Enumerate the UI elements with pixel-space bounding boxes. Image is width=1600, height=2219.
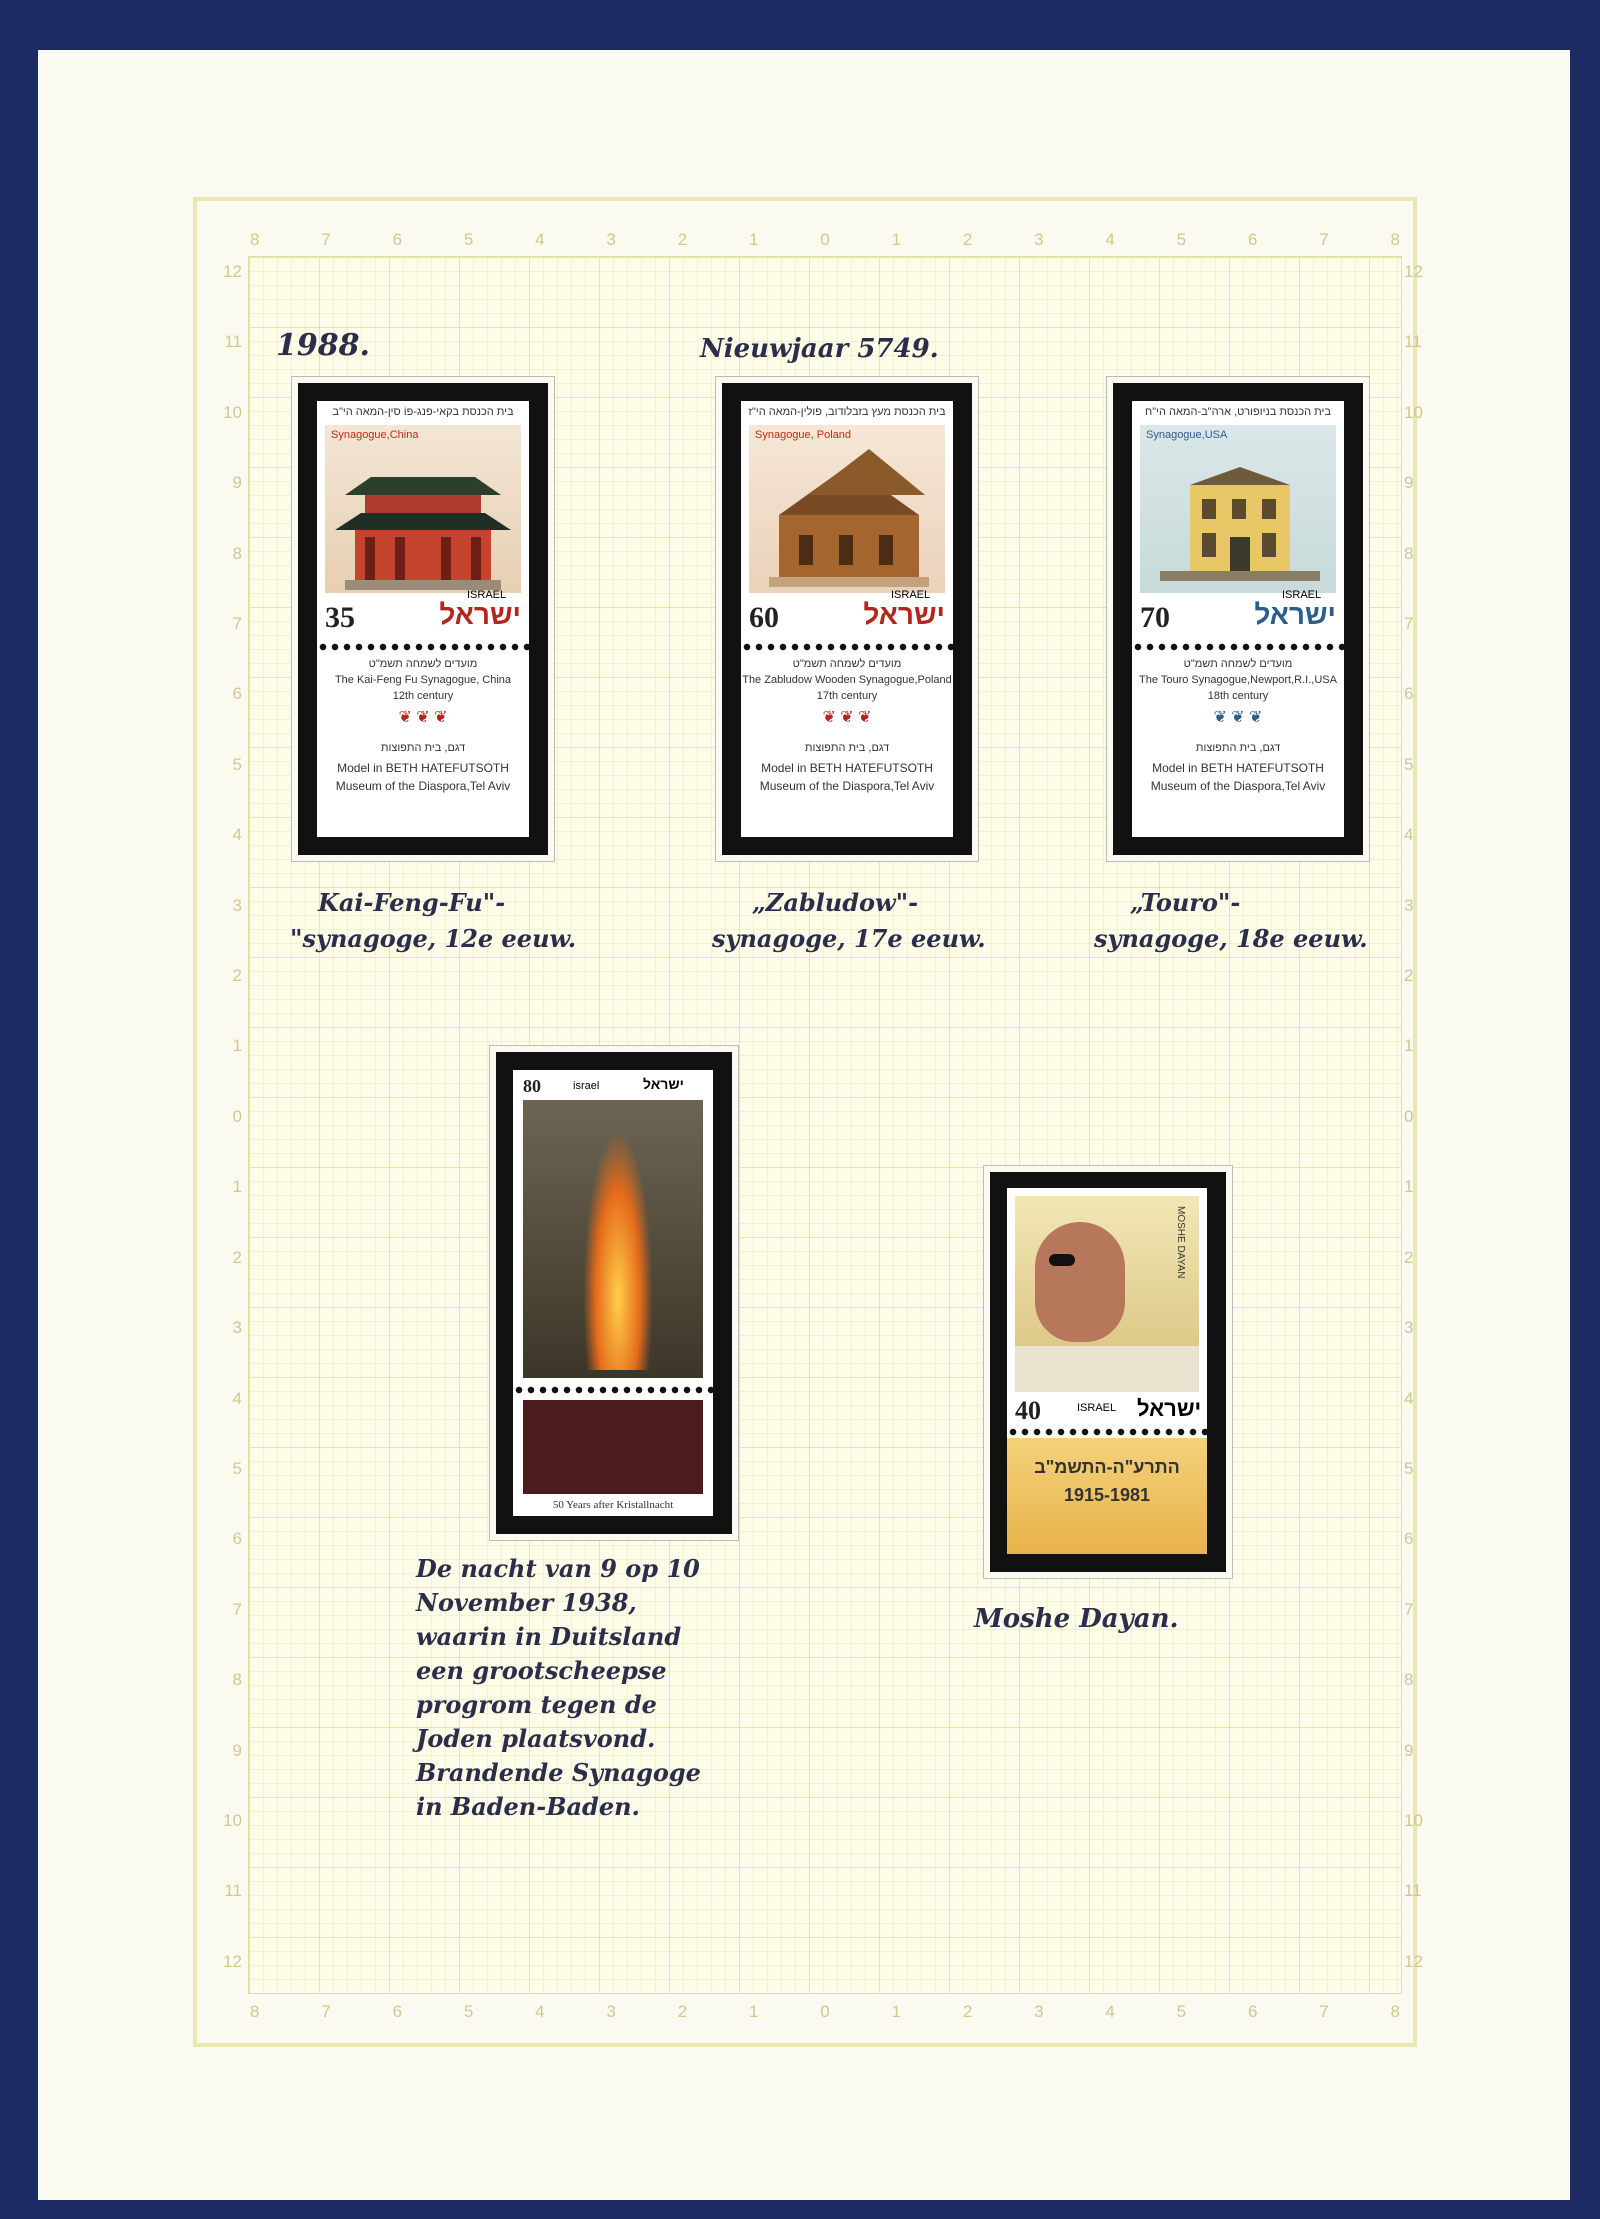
tab-hebrew: מועדים לשמחה תשמ"ט xyxy=(368,658,478,670)
ruler-tick-label: 2 xyxy=(677,230,688,249)
ruler-top xyxy=(250,230,1400,254)
ruler-tick-label: 8 xyxy=(1404,543,1414,563)
stamp-value: 70 xyxy=(1140,601,1170,634)
burning-synagogue-image xyxy=(523,1100,703,1378)
ruler-tick-label: 3 xyxy=(1034,230,1044,249)
ruler-tick-label: 5 xyxy=(463,230,474,249)
ruler-tick-label: 7 xyxy=(1319,2002,1329,2021)
wooden-synagogue-illustration xyxy=(749,425,945,593)
ruler-tick-label: 5 xyxy=(463,2002,474,2021)
stamp-caption: Synagogue,USA xyxy=(1146,429,1228,441)
ruler-tick-label: 6 xyxy=(1247,230,1258,249)
ruler-tick-label: 11 xyxy=(1404,1881,1422,1901)
ruler-tick-label: 11 xyxy=(224,1881,242,1901)
ruler-tick-label: 1 xyxy=(748,2002,759,2021)
ruler-tick-label: 4 xyxy=(232,825,242,845)
ruler-tick-label: 3 xyxy=(232,1318,242,1338)
stamp-china[interactable]: בית הכנסת בקאי-פנג-פוֹ סין-המאה הי"ב Synagogue,China 35 ישראל ISRAEL מועדים לשמחה תשמ"ט The Kai-Feng Fu Synagogue, China 12th century ❦ ❦ ❦ דגם, בית התפוצות Model in BETH HATEFUTSOTH Museum of the Diaspora,Tel Aviv xyxy=(317,401,529,837)
ruler-tick-label: 4 xyxy=(535,2002,545,2021)
ruler-tick-label: 6 xyxy=(1247,2002,1258,2021)
ruler-tick-label: 5 xyxy=(1404,1458,1414,1478)
ruler-tick-label: 5 xyxy=(232,754,242,774)
ruler-tick-label: 10 xyxy=(223,402,242,422)
ruler-tick-label: 7 xyxy=(1319,230,1329,249)
ruler-tick-label: 9 xyxy=(1404,1740,1414,1760)
side-name: MOSHE DAYAN xyxy=(1175,1206,1186,1279)
dayan-portrait xyxy=(1015,1196,1199,1392)
ruler-tick-label: 1 xyxy=(748,230,759,249)
ruler-tick-label: 4 xyxy=(1404,825,1414,845)
ruler-tick-label: 4 xyxy=(535,230,545,249)
stamp-caption: Synagogue, Poland xyxy=(755,429,852,441)
ruler-tick-label: 1 xyxy=(1404,1036,1414,1056)
ruler-tick-label: 5 xyxy=(1176,2002,1187,2021)
stamp-kristallnacht[interactable]: 80 israel ישראל 50 Years after Kristallnacht xyxy=(513,1070,713,1516)
stamp-poland[interactable]: בית הכנסת מעץ בזבלודוב, פולין-המאה הי"ז Synagogue, Poland 60 ישראל ISRAEL מועדים לשמחה תשמ"ט The Zabludow Wooden Synagogue,Poland 17th century ❦ ❦ ❦ דגם, בית התפוצות Model in BETH HATEFUTSOTH Museum of the Diaspora,Tel Aviv xyxy=(741,401,953,837)
stamp-country: ISRAEL xyxy=(891,589,931,601)
stamp-value: 35 xyxy=(325,601,355,634)
ruler-tick-label: 11 xyxy=(224,332,242,352)
ruler-tick-label: 2 xyxy=(677,2002,688,2021)
ruler-tick-label: 0 xyxy=(232,1106,242,1126)
stamp-country: israel xyxy=(573,1080,600,1092)
tab-line3: Model in BETH HATEFUTSOTH xyxy=(337,761,509,775)
tab-line4: Museum of the Diaspora,Tel Aviv xyxy=(759,779,935,793)
ruler-tick-label: 2 xyxy=(232,1247,242,1267)
ruler-tick-label: 1 xyxy=(232,1177,242,1197)
ruler-tick-label: 5 xyxy=(1404,754,1414,774)
ruler-tick-label: 2 xyxy=(1404,1247,1414,1267)
ruler-tick-label: 12 xyxy=(1404,1951,1423,1971)
tab-line2: 17th century xyxy=(816,690,878,702)
ruler-tick-label: 4 xyxy=(1105,2002,1115,2021)
ruler-tick-label: 4 xyxy=(1105,230,1115,249)
page-title: Nieuwjaar 5749. xyxy=(700,334,939,364)
stamp-mount-usa xyxy=(1113,383,1363,855)
tab-hebrew2: דגם, בית התפוצות xyxy=(1195,742,1281,754)
ruler-tick-label: 2 xyxy=(962,2002,973,2021)
ruler-tick-label: 3 xyxy=(606,230,616,249)
ruler-tick-label: 2 xyxy=(232,966,242,986)
tab-line1: The Touro Synagogue,Newport,R.I.,USA xyxy=(1139,674,1337,686)
ruler-tick-label: 7 xyxy=(1404,614,1414,634)
note-poland-2: synagoge, 17e eeuw. xyxy=(712,924,986,953)
stamp-value: 40 xyxy=(1015,1396,1041,1425)
ruler-tick-label: 8 xyxy=(1404,1670,1414,1690)
stamp-mount-poland xyxy=(722,383,972,855)
ruler-tick-label: 5 xyxy=(1176,230,1187,249)
ruler-tick-label: 0 xyxy=(820,2002,830,2021)
ruler-tick-label: 9 xyxy=(232,1740,242,1760)
pagoda-illustration xyxy=(325,425,521,593)
touro-synagogue-illustration xyxy=(1140,425,1336,593)
ruler-tick-label: 6 xyxy=(392,2002,403,2021)
ruler-left xyxy=(212,262,242,1972)
stamp-mount-kristallnacht xyxy=(496,1052,732,1534)
ruler-bottom xyxy=(250,2002,1400,2026)
tab-hebrew: התרע"ה-התשמ"ב xyxy=(1034,1457,1180,1477)
tab-hebrew: מועדים לשמחה תשמ"ט xyxy=(792,658,902,670)
tab-line4: Museum of the Diaspora,Tel Aviv xyxy=(1150,779,1326,793)
ruler-tick-label: 1 xyxy=(891,230,901,249)
ruler-tick-label: 12 xyxy=(223,1951,242,1971)
tab-dark-panel xyxy=(523,1400,703,1494)
ruler-tick-label: 3 xyxy=(1034,2002,1044,2021)
note-dayan: Moshe Dayan. xyxy=(974,1604,1179,1634)
stamp-usa[interactable]: בית הכנסת בניופורט, ארה"ב-המאה הי"ח Synagogue,USA 70 ישראל ISRAEL מועדים לשמחה תשמ"ט The Touro Synagogue,Newport,R.I.,USA 18th century ❦ ❦ ❦ דגם, בית התפוצות Model in BETH HATEFUTSOTH Museum of the Diaspora,Tel Aviv xyxy=(1132,401,1344,837)
tab-line3: Model in BETH HATEFUTSOTH xyxy=(1152,761,1324,775)
stamp-mount-china xyxy=(298,383,548,855)
ruler-tick-label: 3 xyxy=(1404,895,1414,915)
tab-years: 1915-1981 xyxy=(1063,1485,1151,1505)
stamp-country: ISRAEL xyxy=(1077,1402,1117,1414)
ruler-tick-label: 1 xyxy=(891,2002,901,2021)
stamp-value: 80 xyxy=(523,1076,541,1096)
ruler-tick-label: 1 xyxy=(232,1036,242,1056)
stamp-mount-dayan xyxy=(990,1172,1226,1572)
ruler-tick-label: 9 xyxy=(1404,473,1414,493)
stamp-value: 60 xyxy=(749,601,779,634)
ruler-tick-label: 6 xyxy=(1404,1529,1414,1549)
ruler-tick-label: 1 xyxy=(1404,1177,1414,1197)
ruler-tick-label: 8 xyxy=(250,2002,260,2021)
ruler-tick-label: 8 xyxy=(250,230,260,249)
ruler-tick-label: 6 xyxy=(232,1529,242,1549)
ruler-tick-label: 8 xyxy=(1390,230,1400,249)
ruler-tick-label: 11 xyxy=(1404,332,1422,352)
tab-line3: Model in BETH HATEFUTSOTH xyxy=(761,761,933,775)
ruler-tick-label: 5 xyxy=(232,1458,242,1478)
stamp-hebrew-title: בית הכנסת בניופורט, ארה"ב-המאה הי"ח xyxy=(1145,406,1331,418)
ruler-tick-label: 8 xyxy=(232,543,242,563)
ruler-tick-label: 10 xyxy=(223,1810,242,1830)
stamp-hebrew-title: בית הכנסת מעץ בזבלודוב, פולין-המאה הי"ז xyxy=(748,406,946,418)
ruler-right xyxy=(1404,262,1434,1972)
ruler-tick-label: 9 xyxy=(232,473,242,493)
year-label: 1988. xyxy=(276,328,370,363)
note-usa-2: synagoge, 18e eeuw. xyxy=(1094,924,1368,953)
ruler-tick-label: 7 xyxy=(232,1599,242,1619)
ruler-tick-label: 7 xyxy=(321,230,331,249)
stamp-country: ISRAEL xyxy=(1282,589,1322,601)
ruler-tick-label: 12 xyxy=(1404,262,1423,281)
ruler-tick-label: 7 xyxy=(1404,1599,1414,1619)
tab-hebrew2: דגם, בית התפוצות xyxy=(804,742,890,754)
ruler-tick-label: 7 xyxy=(321,2002,331,2021)
tab-text: 50 Years after Kristallnacht xyxy=(552,1499,674,1511)
stamp-country: ISRAEL xyxy=(467,589,507,601)
ruler-tick-label: 4 xyxy=(1404,1388,1414,1408)
ruler-tick-label: 4 xyxy=(232,1388,242,1408)
tab-line1: The Kai-Feng Fu Synagogue, China xyxy=(334,674,512,686)
note-poland-1: „Zabludow"- xyxy=(752,888,919,917)
stamp-dayan[interactable]: MOSHE DAYAN 40 ISRAEL ישראל התרע"ה-התשמ"ב 1915-1981 xyxy=(1007,1188,1207,1554)
ruler-tick-label: 10 xyxy=(1404,1810,1423,1830)
ruler-tick-label: 3 xyxy=(606,2002,616,2021)
ruler-tick-label: 3 xyxy=(232,895,242,915)
tab-line2: 12th century xyxy=(392,690,454,702)
ruler-tick-label: 6 xyxy=(232,684,242,704)
ruler-tick-label: 6 xyxy=(1404,684,1414,704)
tab-hebrew: מועדים לשמחה תשמ"ט xyxy=(1183,658,1293,670)
note-usa-1: „Touro"- xyxy=(1130,888,1241,917)
ruler-tick-label: 7 xyxy=(232,614,242,634)
tab-line4: Museum of the Diaspora,Tel Aviv xyxy=(335,779,511,793)
note-kristallnacht: De nacht van 9 op 10 November 1938, waarin in Duitsland een grootscheepse progrom tegen de Joden plaatsvond. Brandende Synagoge in Baden-Baden. xyxy=(416,1554,701,1821)
note-china-2: "synagoge, 12e eeuw. xyxy=(290,924,577,953)
ruler-tick-label: 6 xyxy=(392,230,403,249)
ruler-tick-label: 2 xyxy=(962,230,973,249)
stamp-caption: Synagogue,China xyxy=(331,429,419,441)
ruler-tick-label: 8 xyxy=(1390,2002,1400,2021)
ruler-tick-label: 0 xyxy=(1404,1106,1414,1126)
ruler-tick-label: 10 xyxy=(1404,402,1423,422)
ruler-tick-label: 0 xyxy=(820,230,830,249)
tab-line2: 18th century xyxy=(1207,690,1269,702)
tab-hebrew2: דגם, בית התפוצות xyxy=(380,742,466,754)
stamp-hebrew-title: בית הכנסת בקאי-פנג-פוֹ סין-המאה הי"ב xyxy=(332,406,514,418)
note-china-1: Kai-Feng-Fu"- xyxy=(318,888,506,917)
ruler-tick-label: 2 xyxy=(1404,966,1414,986)
ruler-tick-label: 12 xyxy=(223,262,242,281)
ruler-tick-label: 3 xyxy=(1404,1318,1414,1338)
ruler-tick-label: 8 xyxy=(232,1670,242,1690)
tab-line1: The Zabludow Wooden Synagogue,Poland xyxy=(742,674,952,686)
